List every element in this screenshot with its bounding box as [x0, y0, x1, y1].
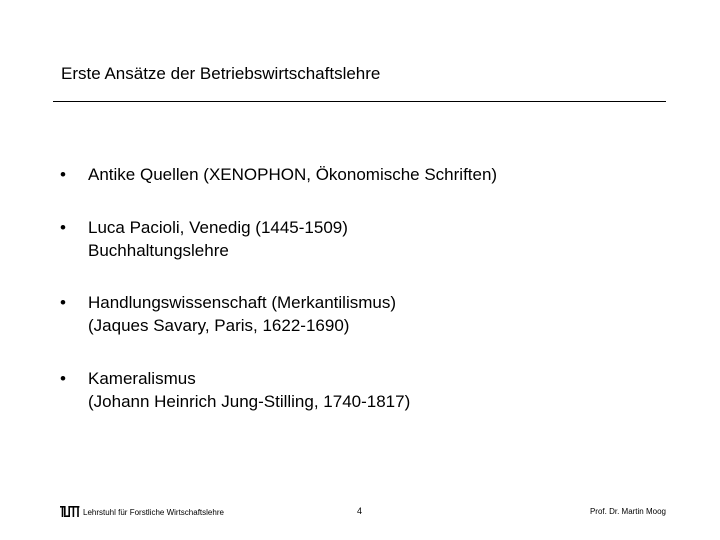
page-title: Erste Ansätze der Betriebswirtschaftslehre	[61, 64, 381, 83]
bullet-line: Buchhaltungslehre	[88, 241, 229, 260]
bullet-marker: •	[60, 218, 66, 237]
bullet-line: Luca Pacioli, Venedig (1445-1509)	[88, 218, 348, 237]
bullet-text	[88, 163, 497, 186]
tum-logo-icon	[60, 506, 80, 517]
footer-author: Prof. Dr. Martin Moog	[589, 507, 666, 516]
tum-logo-icon	[60, 505, 80, 517]
page-number: 4	[357, 506, 363, 516]
footer-chair: Lehrstuhl für Forstliche Wirtschaftslehre	[83, 508, 224, 517]
bullet-line: Handlungswissenschaft (Merkantilismus)	[88, 293, 397, 312]
bullet-line: (Johann Heinrich Jung-Stilling, 1740-1817)	[88, 392, 411, 411]
bullet-text	[88, 367, 410, 413]
bullet-line: Kameralismus	[88, 369, 196, 388]
bullet-text	[88, 291, 396, 337]
bullet-marker: •	[60, 293, 66, 312]
bullet-text	[88, 216, 348, 262]
bullet-marker: •	[60, 165, 66, 184]
bullet-line: Antike Quellen (XENOPHON, Ökonomische Schriften)	[88, 165, 498, 184]
bullet-line: (Jaques Savary, Paris, 1622-1690)	[88, 316, 350, 335]
bullet-marker: •	[60, 369, 66, 388]
